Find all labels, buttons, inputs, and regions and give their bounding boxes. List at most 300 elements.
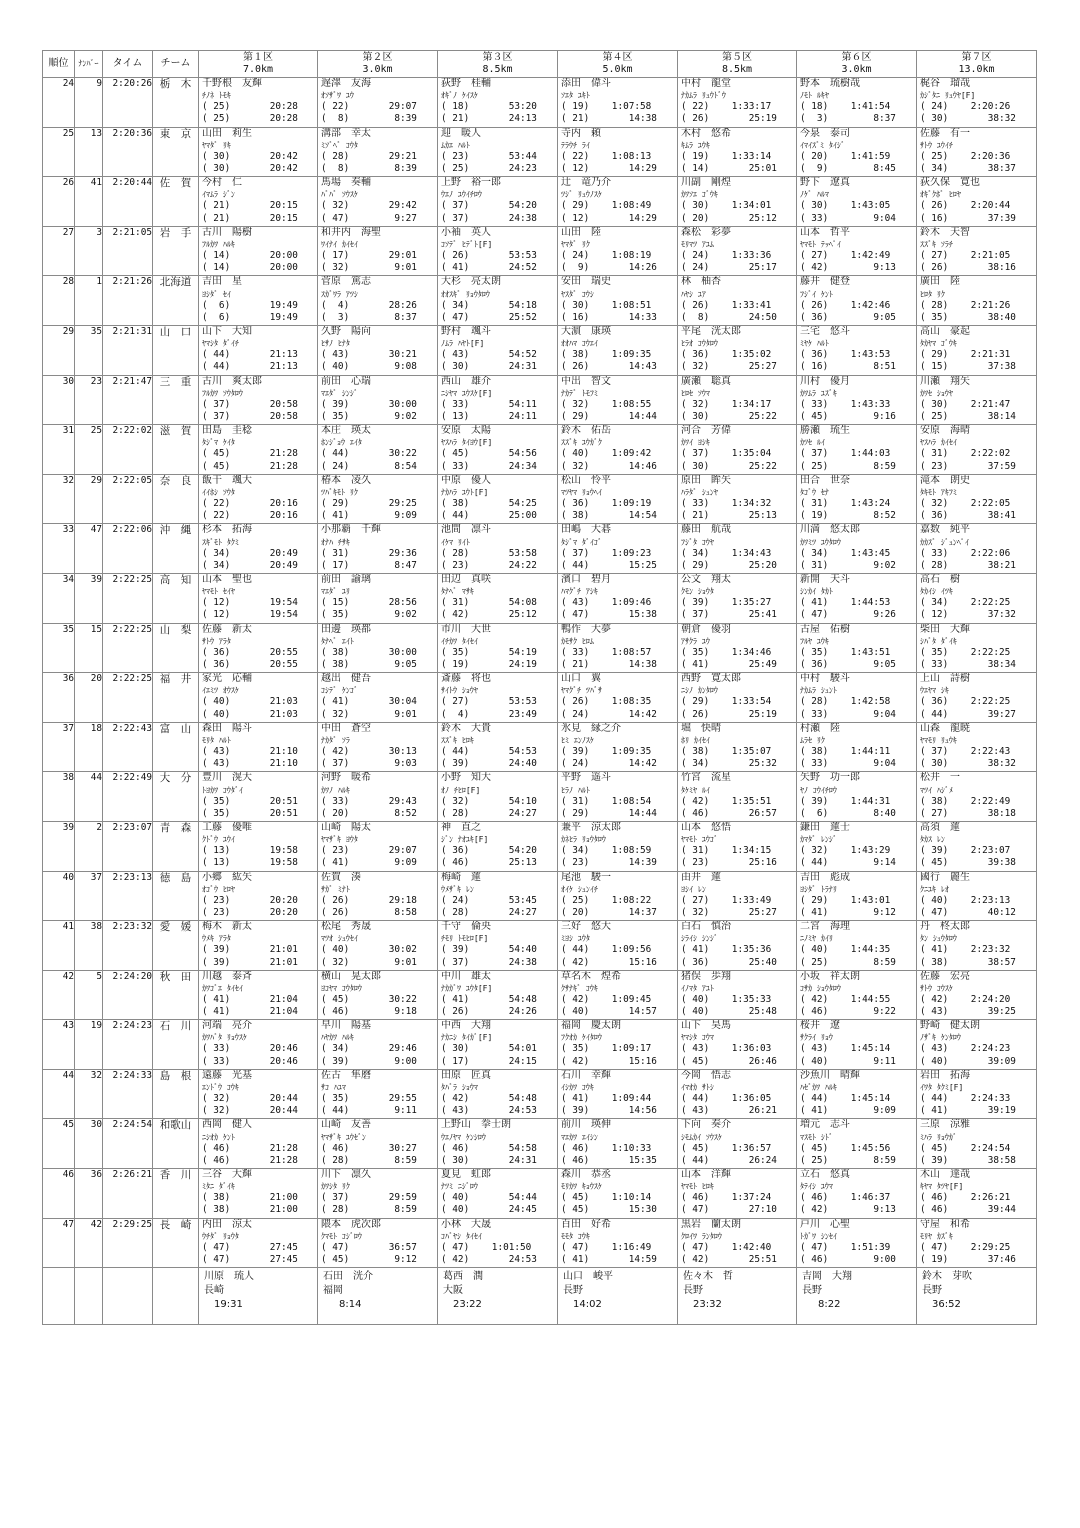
cumulative-line: ( 34) 2:22:25 <box>920 597 1011 609</box>
runner-kana: ｸﾄﾞｳ ﾕｳｲ <box>202 835 235 845</box>
runner-name: 川越 泰斉 <box>202 970 252 982</box>
cumulative-line: ( 41) 1:09:44 <box>561 1093 652 1105</box>
runner-name: 大杉 亮太朗 <box>441 276 501 288</box>
record-cell: 吉岡 大翔 長野 8:22 <box>797 1268 917 1325</box>
team-cell: 和歌山 <box>153 1119 199 1169</box>
split-line: ( 21) 14:38 <box>561 658 657 670</box>
runner-kana: ﾀｷﾓﾄ ｱｷﾌﾐ <box>920 487 957 497</box>
split-line: ( 41) 21:04 <box>202 1006 298 1018</box>
runner-kana: ﾌﾙﾔ ﾕｳｷ <box>800 636 829 646</box>
rank-cell: 37 <box>43 722 75 772</box>
runner-kana: ﾔﾏﾀﾞ ﾘｸ <box>561 239 590 249</box>
leg-cell <box>318 623 438 673</box>
leg-cell <box>318 1069 438 1119</box>
leg-cell <box>797 871 917 921</box>
cumulative-line: ( 33) 54:11 <box>441 398 537 410</box>
time-header: タイム <box>103 51 153 78</box>
split-line: ( 32) 20:44 <box>202 1105 298 1117</box>
cumulative-line: ( 43) 30:21 <box>321 349 417 361</box>
cumulative-line: ( 44) 21:13 <box>202 349 298 361</box>
split-line: ( 41) 9:12 <box>800 906 896 918</box>
cumulative-line: ( 37) 1:44:03 <box>800 448 891 460</box>
number-cell: 5 <box>75 970 103 1020</box>
runner-name: 氷見 縁之介 <box>561 722 621 734</box>
total-time-cell: 2:20:44 <box>103 177 153 227</box>
split-line: ( 43) 24:53 <box>441 1105 537 1117</box>
cumulative-line: ( 20) 1:41:59 <box>800 150 891 162</box>
runner-kana: ﾀﾅﾍﾞ ｴｲﾄ <box>321 636 354 646</box>
leg-header: 第５区 8.5km <box>678 51 797 78</box>
runner-name: 溝部 幸太 <box>321 127 371 139</box>
cumulative-line: ( 46) 21:28 <box>202 1142 298 1154</box>
cumulative-line: ( 12) 19:54 <box>202 597 298 609</box>
team-row <box>43 1119 1037 1169</box>
cumulative-line: ( 26) 53:53 <box>441 249 537 261</box>
runner-kana: ｼﾊﾞﾀ ﾀﾞｲｷ <box>920 636 957 646</box>
runner-name: 田邊 瑛都 <box>321 623 371 635</box>
cumulative-line: ( 44) 1:45:14 <box>800 1093 891 1105</box>
runner-name: 家光 応輔 <box>202 673 252 685</box>
runner-name: 戸川 心聖 <box>800 1218 850 1230</box>
leg-cell <box>558 226 678 276</box>
number-cell: 1 <box>75 276 103 326</box>
leg-cell <box>438 177 558 227</box>
split-line: ( 32) 9:01 <box>321 708 417 720</box>
cumulative-line: ( 34) 1:08:59 <box>561 845 652 857</box>
number-cell: 35 <box>75 325 103 375</box>
leg-cell <box>199 673 318 723</box>
leg-cell <box>558 871 678 921</box>
runner-kana: ﾃﾗｳﾁ ﾗｲ <box>561 140 590 150</box>
runner-kana: ｵｵｽｷﾞ ﾘｮｳﾀﾛｳ <box>441 289 490 299</box>
runner-kana: ﾜｲﾅｲ ｶｲｾｲ <box>321 239 358 249</box>
runner-kana: ﾖｺﾔﾏ ｺｳﾀﾛｳ <box>321 983 362 993</box>
leg-cell <box>558 772 678 822</box>
split-line: ( 47) 9:26 <box>800 609 896 621</box>
runner-kana: ｵｺﾞｳ ﾋﾛﾔ <box>202 884 235 894</box>
split-line: ( 39) 38:58 <box>920 1154 1016 1166</box>
cumulative-line: ( 41) 21:04 <box>202 993 298 1005</box>
split-line: ( 12) 19:54 <box>202 609 298 621</box>
runner-kana: ｱｻｸﾗ ﾕｳ <box>681 636 710 646</box>
runner-name: 小郷 紘矢 <box>202 871 252 883</box>
runner-name: 荻久保 寛也 <box>920 177 980 189</box>
split-line: ( 17) 24:15 <box>441 1055 537 1067</box>
cumulative-line: ( 26) 1:08:35 <box>561 696 652 708</box>
runner-kana: ﾅﾂﾐ ﾆｼﾞﾛｳ <box>441 1182 478 1192</box>
runner-kana: ﾐﾀﾆ ﾀﾞｲｷ <box>202 1182 235 1192</box>
runner-kana: ﾀｼﾞﾏ ﾀﾞｲｺﾞ <box>561 537 602 547</box>
runner-kana: ｻｸﾗｲ ﾘｮｳ <box>800 1033 833 1043</box>
runner-kana: ｻﾄｳ ﾕｳｲﾁ <box>920 140 953 150</box>
leg-cell <box>438 127 558 177</box>
split-line: ( 41) 24:52 <box>441 262 537 274</box>
runner-name: 山下 大知 <box>202 325 252 337</box>
cumulative-line: ( 47) 27:45 <box>202 1241 298 1253</box>
runner-name: 平野 遥斗 <box>561 772 611 784</box>
runner-kana: ﾏﾂｲ ﾊｼﾞﾒ <box>920 785 953 795</box>
runner-kana: ﾋﾗｵ ｺｳﾀﾛｳ <box>681 339 718 349</box>
total-time-cell: 2:29:25 <box>103 1218 153 1268</box>
split-line: ( 34) 25:32 <box>681 758 777 770</box>
runner-name: 小林 大晟 <box>441 1218 491 1230</box>
rank-cell: 38 <box>43 772 75 822</box>
runner-name: 隈本 虎次郎 <box>321 1218 381 1230</box>
cumulative-line: ( 27) 2:21:05 <box>920 249 1011 261</box>
split-line: ( 42) 15:16 <box>561 956 657 968</box>
runner-name: 堀 快晴 <box>681 722 721 734</box>
runner-kana: ﾅｶﾃﾞ ﾄﾓﾌﾐ <box>561 388 598 398</box>
rank-cell: 46 <box>43 1169 75 1219</box>
split-line: ( 37) 24:38 <box>441 212 537 224</box>
cumulative-line: ( 37) 1:09:23 <box>561 547 652 559</box>
split-line: ( 25) 8:59 <box>800 460 896 472</box>
split-line: ( 42) 24:53 <box>441 1254 537 1266</box>
split-line: ( 30) 24:31 <box>441 361 537 373</box>
leg-cell <box>199 821 318 871</box>
runner-name: 佐古 隼磨 <box>321 1069 371 1081</box>
split-line: ( 32) 25:27 <box>681 906 777 918</box>
runner-kana: ｶﾜｿｴ ｺﾞｳｷ <box>681 190 718 200</box>
split-line: ( 34) 38:37 <box>920 163 1016 174</box>
cumulative-line: ( 14) 20:00 <box>202 249 298 261</box>
header-row <box>43 51 1037 78</box>
runner-name: 山田 莉生 <box>202 127 252 139</box>
cumulative-line: ( 38) 1:44:11 <box>800 745 891 757</box>
runner-kana: ｽｽﾞｷ ﾋﾛｷ <box>441 735 474 745</box>
leg-cell <box>199 871 318 921</box>
split-line: ( 8) 8:39 <box>321 163 417 174</box>
leg-cell <box>678 772 797 822</box>
runner-kana: ﾌｼﾞﾀ ｺｳﾔ <box>681 537 714 547</box>
cumulative-line: ( 30) 1:34:01 <box>681 200 772 212</box>
runner-kana: ﾌｸｵｶ ｹｲﾀﾛｳ <box>561 1033 602 1043</box>
cumulative-line: ( 34) 54:18 <box>441 299 537 311</box>
team-cell: 長 崎 <box>153 1218 199 1268</box>
runner-kana: ｲｴﾐﾂ ｵｳｽｹ <box>202 686 239 696</box>
number-cell: 37 <box>75 871 103 921</box>
rank-cell: 35 <box>43 623 75 673</box>
runner-kana: ｲｹﾏ ﾘｲﾄ <box>441 537 470 547</box>
runner-kana: ﾓﾓﾀ ｺｳｷ <box>561 1231 590 1241</box>
runner-name: 尾池 駿一 <box>561 871 611 883</box>
cumulative-line: ( 13) 19:58 <box>202 845 298 857</box>
cumulative-line: ( 42) 54:48 <box>441 1093 537 1105</box>
runner-name: 小野 知大 <box>441 772 491 784</box>
runner-name: 梅木 新太 <box>202 921 252 933</box>
leg-header: 第３区 8.5km <box>438 51 558 78</box>
total-time-cell: 2:22:43 <box>103 722 153 772</box>
rank-cell: 33 <box>43 524 75 574</box>
runner-name: 佐賀 湊 <box>321 871 361 883</box>
cumulative-line: ( 31) 54:08 <box>441 597 537 609</box>
runner-name: 野本 琉樹哉 <box>800 78 860 89</box>
leg-cell <box>917 325 1037 375</box>
cumulative-line: ( 43) 1:36:03 <box>681 1043 772 1055</box>
cumulative-line: ( 24) 2:20:26 <box>920 101 1011 113</box>
runner-kana: ｲﾏｵｶ ｻﾄｼ <box>681 1083 714 1093</box>
runner-name: 山崎 友善 <box>321 1119 371 1131</box>
runner-kana: ﾏﾂｵ ｼｭｳｾｲ <box>321 934 358 944</box>
runner-name: 杉本 拓海 <box>202 524 252 536</box>
split-line: ( 41) 9:09 <box>321 857 417 869</box>
runner-kana: ﾋﾗﾉ ﾊﾙﾄ <box>561 785 590 795</box>
rank-cell: 41 <box>43 921 75 971</box>
leg-cell <box>917 226 1037 276</box>
split-line: ( 13) 24:11 <box>441 410 537 422</box>
leg-cell <box>917 871 1037 921</box>
split-line: ( 45) 26:46 <box>681 1055 777 1067</box>
split-line: ( 24) 25:17 <box>681 262 777 274</box>
runner-kana: ﾂｼﾞ ﾘｭｳﾉｽｹ <box>561 190 602 200</box>
runner-kana: ﾖｼｲ ﾚﾝ <box>681 884 706 894</box>
runner-kana: ｽｶﾞﾜﾗ ｱﾂｼ <box>321 289 358 299</box>
leg-cell <box>917 276 1037 326</box>
runner-name: 中西 大翔 <box>441 1020 491 1032</box>
runner-kana: ﾆｼﾔﾏ ﾕｳｽｹ[F] <box>441 388 493 398</box>
rank-cell: 44 <box>43 1069 75 1119</box>
leg-cell <box>917 1069 1037 1119</box>
leg-cell <box>797 375 917 425</box>
runner-kana: ｶﾂｾ ﾙｲ <box>800 438 825 448</box>
split-line: ( 23) 14:39 <box>561 857 657 869</box>
leg-cell <box>917 1020 1037 1070</box>
runner-kana: ﾅｶﾑﾗ ｼｭﾝﾄ <box>800 686 837 696</box>
split-line: ( 47) 27:45 <box>202 1254 298 1266</box>
split-line: ( 33) 9:04 <box>800 708 896 720</box>
cumulative-line: ( 32) 1:08:55 <box>561 398 652 410</box>
leg-cell <box>797 325 917 375</box>
team-cell: 三 重 <box>153 375 199 425</box>
split-line: ( 39) 24:40 <box>441 758 537 770</box>
cumulative-line: ( 38) 54:25 <box>441 497 537 509</box>
runner-kana: ｳｴﾉ ﾕｳｲﾁﾛｳ <box>441 190 482 200</box>
cumulative-line: ( 44) 1:09:56 <box>561 944 652 956</box>
runner-name: 迎 暖人 <box>441 127 481 139</box>
runner-kana: ﾉﾑﾗ ﾊﾔﾄ[F] <box>441 339 485 349</box>
runner-name: 内田 涼太 <box>202 1218 252 1230</box>
leg-cell <box>558 821 678 871</box>
leg-cell <box>558 1069 678 1119</box>
cumulative-line: ( 28) 1:42:58 <box>800 696 891 708</box>
runner-kana: ｻｺ ﾊﾕﾏ <box>321 1083 346 1093</box>
runner-kana: ﾖｼﾀﾞ ｾｲ <box>202 289 231 299</box>
leg-cell <box>438 921 558 971</box>
split-line: ( 32) 9:01 <box>321 262 417 274</box>
runner-name: 高山 豪起 <box>920 325 970 337</box>
cumulative-line: ( 23) 53:44 <box>441 150 537 162</box>
cumulative-line: ( 37) 1:35:04 <box>681 448 772 460</box>
split-line: ( 30) 38:32 <box>920 758 1016 770</box>
runner-name: 鈴木 大貴 <box>441 722 491 734</box>
split-line: ( 44) 26:24 <box>681 1154 777 1166</box>
team-cell: 富 山 <box>153 722 199 772</box>
split-line: ( 26) 25:19 <box>681 113 777 125</box>
leg-cell <box>797 1020 917 1070</box>
leg-cell <box>917 177 1037 227</box>
split-line: ( 24) 14:42 <box>561 758 657 770</box>
cumulative-line: ( 45) 21:28 <box>202 448 298 460</box>
runner-name: 千野根 友輝 <box>202 78 262 89</box>
runner-kana: ﾔﾉ ｺｳｲﾁﾛｳ <box>800 785 837 795</box>
runner-name: 添田 偉斗 <box>561 78 611 89</box>
runner-kana: ﾉｻﾞｷ ｹﾝﾀﾛｳ <box>920 1033 961 1043</box>
runner-kana: ﾓﾘﾏﾂ ｱﾕﾑ <box>681 239 714 249</box>
runner-name: 西岡 健人 <box>202 1119 252 1131</box>
split-line: ( 47) 25:52 <box>441 311 537 323</box>
leg-cell <box>558 623 678 673</box>
team-cell: 栃 木 <box>153 78 199 128</box>
runner-name: 林 柚杏 <box>681 276 721 288</box>
total-time-cell: 2:21:47 <box>103 375 153 425</box>
leg-cell <box>797 623 917 673</box>
team-row <box>43 772 1037 822</box>
split-line: ( 45) 15:30 <box>561 1204 657 1216</box>
team-row <box>43 821 1037 871</box>
split-line: ( 37) 9:03 <box>321 758 417 770</box>
total-time-cell: 2:23:07 <box>103 821 153 871</box>
runner-name: 吉田 星 <box>202 276 242 288</box>
cumulative-line: ( 38) 1:09:35 <box>561 349 652 361</box>
split-line: ( 47) 40:12 <box>920 906 1016 918</box>
runner-name: 安田 瑞史 <box>561 276 611 288</box>
runner-name: 二宮 海理 <box>800 921 850 933</box>
split-line: ( 24) 8:54 <box>321 460 417 472</box>
split-line: ( 42) 25:51 <box>681 1254 777 1266</box>
leg-cell <box>318 921 438 971</box>
team-row <box>43 1218 1037 1268</box>
runner-name: 前川 瑛伸 <box>561 1119 611 1131</box>
runner-name: 小那覇 千輝 <box>321 524 381 536</box>
leg-cell <box>797 970 917 1020</box>
leg-cell <box>318 276 438 326</box>
split-line: ( 30) 38:32 <box>920 113 1016 125</box>
runner-kana: ｲﾏｲｽﾞﾐ ﾀｲｼﾞ <box>800 140 845 150</box>
split-line: ( 44) 21:13 <box>202 361 298 373</box>
split-line: ( 36) 20:55 <box>202 658 298 670</box>
runner-name: 下向 奏介 <box>681 1119 731 1131</box>
split-line: ( 33) 20:46 <box>202 1055 298 1067</box>
number-header: ﾅﾝﾊﾞｰ <box>75 51 103 78</box>
runner-name: 増元 志斗 <box>800 1119 850 1131</box>
split-line: ( 29) 14:44 <box>561 807 657 819</box>
runner-name: 百田 好希 <box>561 1218 611 1230</box>
leg-cell <box>318 573 438 623</box>
leg-cell <box>438 772 558 822</box>
runner-kana: ﾊﾏｸﾞﾁ ｱｼｷ <box>561 587 598 597</box>
team-row <box>43 226 1037 276</box>
runner-kana: ｽｽﾞｷ ｿﾗﾁ <box>920 239 953 249</box>
leg-cell <box>438 821 558 871</box>
runner-kana: ﾏﾂﾔﾏ ﾘｮｳﾍｲ <box>561 487 602 497</box>
cumulative-line: ( 35) 2:22:25 <box>920 646 1011 658</box>
team-row <box>43 325 1037 375</box>
cumulative-line: ( 25) 1:08:22 <box>561 894 652 906</box>
cumulative-line: ( 37) 20:58 <box>202 398 298 410</box>
split-line: ( 21) 24:13 <box>441 113 537 125</box>
runner-kana: ｳﾁﾀﾞ ﾘｮｳﾀ <box>202 1231 239 1241</box>
number-cell: 41 <box>75 177 103 227</box>
team-cell: 佐 賀 <box>153 177 199 227</box>
leg-cell <box>199 722 318 772</box>
runner-name: 遠藤 光基 <box>202 1069 252 1081</box>
runner-name: 守屋 和希 <box>920 1218 970 1230</box>
runner-name: 山本 哲平 <box>800 226 850 238</box>
leg-cell <box>678 1020 797 1070</box>
record-cell: 鈴木 芽吹 長野 36:52 <box>917 1268 1037 1325</box>
runner-name: 辻 竜乃介 <box>561 177 611 189</box>
runner-kana: ﾔﾏｻﾞｷ ﾕｳｾﾞﾝ <box>321 1132 366 1142</box>
split-line: ( 17) 8:47 <box>321 559 417 571</box>
split-line: ( 41) 25:49 <box>681 658 777 670</box>
leg-cell <box>917 375 1037 425</box>
team-cell: 徳 島 <box>153 871 199 921</box>
runner-name: 前田 心瑞 <box>321 375 371 387</box>
leg-cell <box>558 524 678 574</box>
rank-cell: 43 <box>43 1020 75 1070</box>
team-cell: 福 井 <box>153 673 199 723</box>
leg-cell <box>199 921 318 971</box>
leg-cell <box>199 474 318 524</box>
total-time-cell: 2:21:05 <box>103 226 153 276</box>
number-cell: 2 <box>75 821 103 871</box>
split-line: ( 33) 9:04 <box>800 212 896 224</box>
runner-kana: ｲﾜﾀ ﾀｸﾐ[F] <box>920 1083 964 1093</box>
runner-kana: ｲﾁｶﾜ ﾀｲｾｲ <box>441 636 478 646</box>
runner-kana: ﾏｴﾀﾞ ｼﾝｼﾞ <box>321 388 358 398</box>
runner-name: 中川 雄太 <box>441 970 491 982</box>
leg-cell <box>438 623 558 673</box>
split-line: ( 20) 8:52 <box>321 807 417 819</box>
cumulative-line: ( 43) 2:24:23 <box>920 1043 1011 1055</box>
runner-kana: ﾏｴﾀﾞ ﾕﾘ <box>321 587 350 597</box>
split-line: ( 47) 15:38 <box>561 609 657 621</box>
runner-kana: ｶﾜｺﾞｴ ﾀｲｾｲ <box>202 983 243 993</box>
leg-cell <box>199 623 318 673</box>
split-line: ( 42) 9:13 <box>800 262 896 274</box>
runner-name: 黒岩 蘭太朗 <box>681 1218 741 1230</box>
leg-cell <box>678 921 797 971</box>
total-time-cell: 2:24:20 <box>103 970 153 1020</box>
split-line: ( 40) 25:48 <box>681 1006 777 1018</box>
runner-kana: ﾔﾏﾓﾄ ｾｲﾔ <box>202 587 235 597</box>
team-cell: 香 川 <box>153 1169 199 1219</box>
cumulative-line: ( 42) 1:44:55 <box>800 993 891 1005</box>
split-line: ( 26) 14:43 <box>561 361 657 373</box>
number-cell: 44 <box>75 772 103 822</box>
runner-name: 梶谷 瑠哉 <box>920 78 970 89</box>
leg-cell <box>199 970 318 1020</box>
cumulative-line: ( 43) 1:45:14 <box>800 1043 891 1055</box>
rank-cell: 25 <box>43 127 75 177</box>
cumulative-line: ( 22) 1:08:13 <box>561 150 652 162</box>
cumulative-line: ( 42) 1:09:45 <box>561 993 652 1005</box>
runner-name: 久野 陽向 <box>321 325 371 337</box>
runner-kana: ﾌｼﾞｲ ｹﾝﾄ <box>800 289 833 299</box>
number-cell: 9 <box>75 78 103 128</box>
runner-name: 越出 健吾 <box>321 673 371 685</box>
runner-name: 小袖 英人 <box>441 226 491 238</box>
leg-cell <box>438 1169 558 1219</box>
leg-cell <box>199 1119 318 1169</box>
leg-cell <box>438 375 558 425</box>
split-line: ( 30) 25:22 <box>681 410 777 422</box>
number-cell: 13 <box>75 127 103 177</box>
runner-kana: ｷﾑﾗ ﾕｳｷ <box>681 140 710 150</box>
runner-kana: ﾄﾖｶﾜ ｺｳﾀﾞｲ <box>202 785 243 795</box>
cumulative-line: ( 31) 1:43:24 <box>800 497 891 509</box>
split-line: ( 37) 25:41 <box>681 609 777 621</box>
